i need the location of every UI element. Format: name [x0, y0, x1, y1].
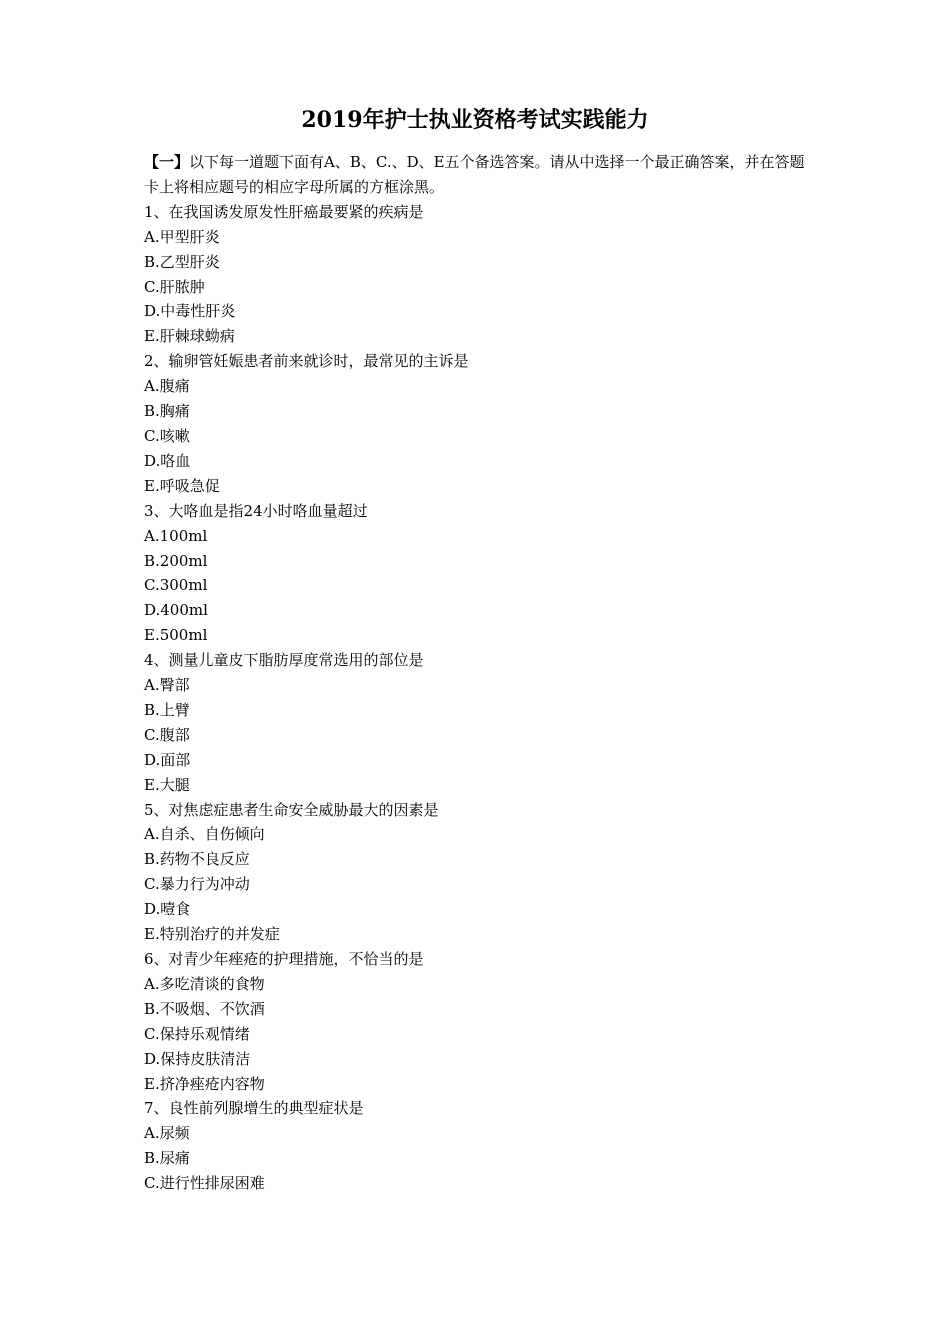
question-stem: 1、在我国诱发原发性肝癌最要紧的疾病是 — [144, 202, 424, 221]
question-block — [144, 947, 810, 1096]
question-block — [144, 648, 810, 797]
answer-option: C.进行性排尿困难 — [144, 1174, 265, 1193]
question-block — [144, 499, 810, 648]
page-title: 2019年护士执业资格考试实践能力 — [301, 107, 649, 133]
answer-option: A.腹痛 — [144, 377, 190, 396]
answer-option: E.挤净痤疮内容物 — [144, 1074, 265, 1093]
answer-option: D.保持皮肤清洁 — [144, 1049, 251, 1068]
answer-option: B.尿痛 — [144, 1149, 190, 1168]
section-marker: 【一】 — [144, 153, 190, 171]
answer-option: C.肝脓肿 — [144, 277, 205, 296]
answer-option: B.不吸烟、不饮酒 — [144, 999, 265, 1018]
question-stem: 6、对青少年痤疮的护理措施，不恰当的是 — [144, 950, 424, 968]
answer-option: C.300ml — [144, 576, 208, 595]
question-block — [144, 200, 810, 349]
answer-option: D.噎食 — [144, 900, 191, 919]
question-block — [144, 1096, 810, 1196]
question-stem: 4、测量儿童皮下脂肪厚度常选用的部位是 — [144, 651, 424, 670]
answer-option: B.药物不良反应 — [144, 850, 250, 869]
answer-option: B.乙型肝炎 — [144, 252, 220, 271]
answer-option: E.呼吸急促 — [144, 476, 220, 495]
answer-option: A.自杀、自伤倾向 — [144, 825, 265, 844]
answer-option: B.上臂 — [144, 700, 190, 719]
question-block — [144, 349, 810, 498]
answer-option: D.中毒性肝炎 — [144, 302, 236, 321]
answer-option: C.咳嗽 — [144, 426, 190, 445]
instructions-text: 以下每一道题下面有A、B、C.、D、E五个备选答案。请从中选择一个最正确答案，并在答题卡上将相应题号的相应字母所属的方框涂黑。 — [144, 153, 805, 196]
answer-option: A.臀部 — [144, 676, 190, 695]
answer-option: C.保持乐观情绪 — [144, 1024, 250, 1043]
answer-option: A.尿频 — [144, 1124, 190, 1143]
answer-option: B.200ml — [144, 551, 208, 570]
answer-option: C.腹部 — [144, 725, 190, 744]
instructions-paragraph — [144, 150, 810, 200]
question-block — [144, 798, 810, 947]
answer-option: D.面部 — [144, 750, 191, 769]
answer-option: B.胸痛 — [144, 402, 190, 421]
answer-option: E.特别治疗的并发症 — [144, 925, 280, 944]
question-stem: 7、良性前列腺增生的典型症状是 — [144, 1099, 364, 1118]
question-stem: 3、大咯血是指24小时咯血量超过 — [144, 501, 368, 520]
answer-option: E.肝棘球蚴病 — [144, 327, 235, 346]
answer-option: D.咯血 — [144, 451, 191, 470]
answer-option: E.大腿 — [144, 775, 190, 794]
answer-option: D.400ml — [144, 601, 208, 620]
answer-option: C.暴力行为冲动 — [144, 875, 250, 894]
answer-option: A.100ml — [144, 526, 208, 545]
answer-option: A.甲型肝炎 — [144, 227, 220, 246]
question-stem: 2、输卵管妊娠患者前来就诊时，最常见的主诉是 — [144, 352, 469, 371]
answer-option: E.500ml — [144, 626, 208, 645]
document-body — [144, 150, 810, 1196]
answer-option: A.多吃清谈的食物 — [144, 974, 265, 993]
question-stem: 5、对焦虑症患者生命安全威胁最大的因素是 — [144, 800, 439, 819]
